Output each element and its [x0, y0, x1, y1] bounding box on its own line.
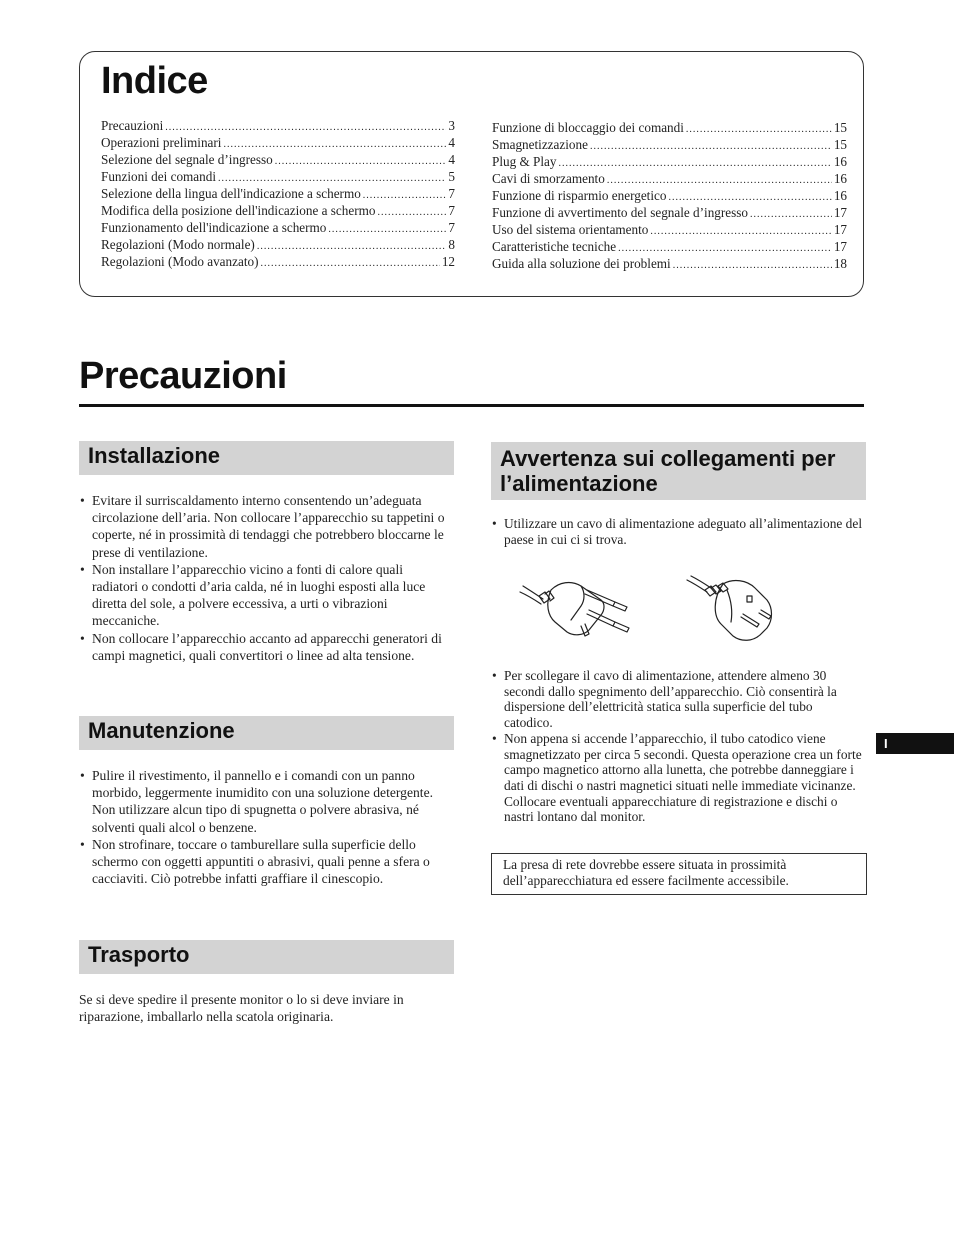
toc-entry[interactable]: Smagnetizzazione ..... 15	[492, 136, 847, 153]
toc-entry[interactable]: Uso del sistema orientamento ..... 17	[492, 221, 847, 238]
toc-entry[interactable]: Selezione della lingua dell'indicazione a schermo ..... 7	[101, 185, 455, 202]
installazione-list	[79, 492, 451, 664]
trasporto-paragraph: Se si deve spedire il presente monitor o lo si deve inviare in riparazione, imballarlo nella scatola originaria.	[79, 992, 404, 1025]
toc-left-column	[101, 117, 455, 270]
toc-entry[interactable]: Funzione di avvertimento del segnale d’ingresso ..... 17	[492, 204, 847, 221]
section-heading-avvertenza: Avvertenza sui collegamenti per l’alimentazione	[491, 442, 866, 500]
manutenzione-list	[79, 767, 451, 887]
toc-entry[interactable]: Cavi di smorzamento ..... 16	[492, 170, 847, 187]
power-plug-illustration	[515, 570, 785, 648]
note-box: La presa di rete dovrebbe essere situata in prossimità dell’apparecchiatura ed essere facilmente accessibile.	[491, 853, 867, 895]
toc-entry[interactable]: Caratteristiche tecniche ..... 17	[492, 238, 847, 255]
title-divider	[79, 404, 864, 407]
list-item: • Non strofinare, toccare o tamburellare sulla superficie dello schermo con oggetti appuntiti o abrasivi, quali penne a sfera o cacciaviti. Ciò potrebbe infatti graffiare il cinescopio.	[79, 836, 451, 888]
us-plug-icon	[520, 583, 629, 636]
toc-entry[interactable]: Regolazioni (Modo normale) ..... 8	[101, 236, 455, 253]
list-item: • Non collocare l’apparecchio accanto ad apparecchi generatori di campi magnetici, quali convertitori o linee ad alta tensione.	[79, 630, 451, 664]
toc-entry[interactable]: Guida alla soluzione dei problemi ..... 18	[492, 255, 847, 272]
toc-entry[interactable]: Funzione di risparmio energetico ..... 16	[492, 187, 847, 204]
list-item: • Per scollegare il cavo di alimentazione, attendere almeno 30 secondi dallo spegnimento dell’apparecchio. Ciò consentirà la dispersione dell’elettricità statica sulla superficie del tubo catodico.	[491, 668, 863, 731]
page-title: Precauzioni	[79, 355, 287, 397]
index-title: Indice	[101, 60, 208, 102]
toc-entry[interactable]: Funzioni dei comandi ..... 5	[101, 168, 455, 185]
list-item: • Evitare il surriscaldamento interno consentendo un’adeguata circolazione dell’aria. Non collocare l’apparecchio su tappetini o coperte, né in prossimità di tendaggi che potrebbero bloccarne le prese di ventilazione.	[79, 492, 451, 561]
eu-plug-icon	[687, 576, 772, 640]
avvertenza-list-top	[491, 516, 863, 548]
section-heading-trasporto: Trasporto	[79, 940, 454, 974]
list-item: • Non appena si accende l’apparecchio, il tubo catodico viene smagnetizzato per circa 5 secondi. Questa operazione crea un forte campo magnetico attorno alla lunetta, che potrebbe danneggiare i dati di dischi o nastri magnetici situati nelle immediate vicinanze. Collocare eventuali apparecchiature di registrazione e dischi o nastri lontano dal monitor.	[491, 731, 863, 825]
avvertenza-list-bottom	[491, 668, 863, 825]
list-item: • Non installare l’apparecchio vicino a fonti di calore quali radiatori o condotti d’aria calda, né in luoghi esposti alla luce diretta del sole, a polvere eccessiva, a urti o vibrazioni meccaniche.	[79, 561, 451, 630]
toc-entry[interactable]: Modifica della posizione dell'indicazione a schermo ..... 7	[101, 202, 455, 219]
toc-entry[interactable]: Operazioni preliminari ..... 4	[101, 134, 455, 151]
language-tab: I	[876, 733, 954, 754]
section-heading-manutenzione: Manutenzione	[79, 716, 454, 750]
section-heading-installazione: Installazione	[79, 441, 454, 475]
toc-entry[interactable]: Selezione del segnale d’ingresso ..... 4	[101, 151, 455, 168]
toc-right-column	[492, 119, 847, 272]
toc-entry[interactable]: Plug & Play ..... 16	[492, 153, 847, 170]
toc-entry[interactable]: Funzione di bloccaggio dei comandi ..... 15	[492, 119, 847, 136]
toc-entry[interactable]: Funzionamento dell'indicazione a schermo ..... 7	[101, 219, 455, 236]
list-item: • Pulire il rivestimento, il pannello e i comandi con un panno morbido, leggermente inumidito con una soluzione detergente. Non utilizzare alcun tipo di spugnetta o polvere abrasiva, né solventi quali alcol o benzene.	[79, 767, 451, 836]
list-item: • Utilizzare un cavo di alimentazione adeguato all’alimentazione del paese in cui ci si trova.	[491, 516, 863, 548]
toc-entry[interactable]: Precauzioni ..... 3	[101, 117, 455, 134]
toc-entry[interactable]: Regolazioni (Modo avanzato) ..... 12	[101, 253, 455, 270]
